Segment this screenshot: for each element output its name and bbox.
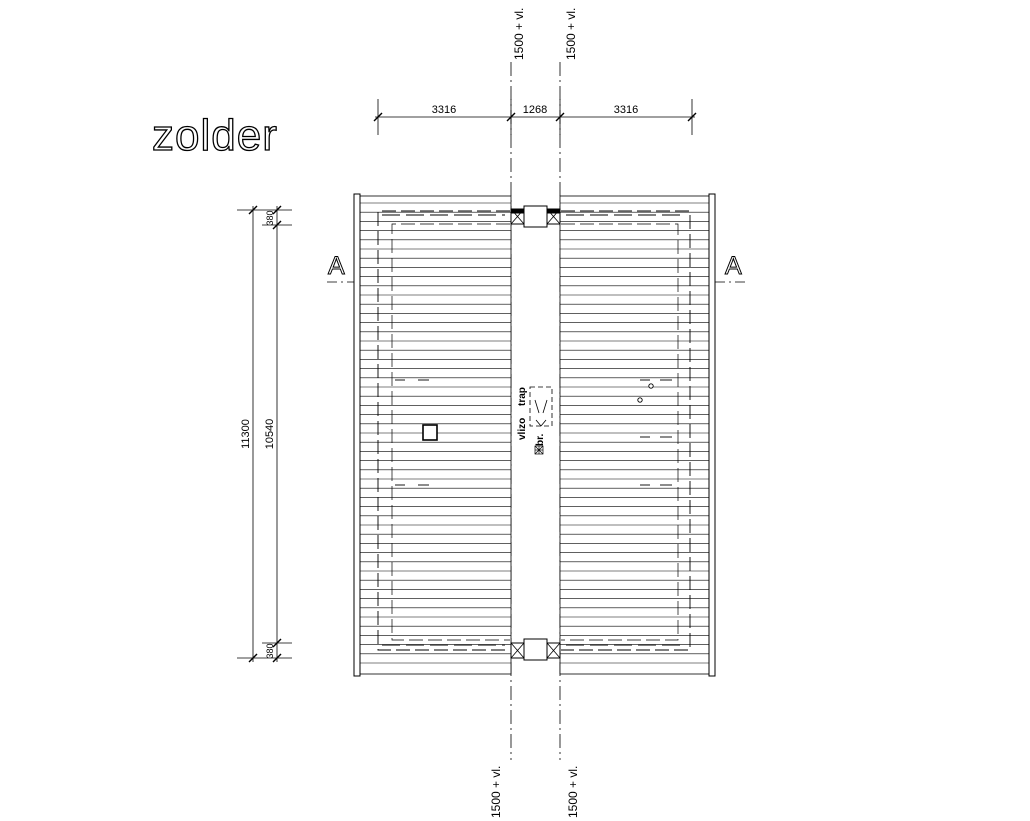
dim-inner-height: 10540 [264,418,276,450]
stair-label-vlizo: vlizo [517,417,528,440]
axis-label-bottom-right: 1500 + vl. [566,765,580,818]
axis-label-bottom-left: 1500 + vl. [489,765,503,818]
axis-label-top-left: 1500 + vl. [512,7,526,60]
dim-middle-width: 1268 [522,104,548,116]
dim-left-width: 3316 [431,104,457,116]
ridge-beam-top [524,206,547,227]
br-symbol [535,446,543,454]
gable-wall-right [709,194,715,676]
gable-wall-left [354,194,360,676]
axis-label-top-right: 1500 + vl. [564,7,578,60]
roof-hatch [423,425,437,440]
dim-top-overhang: 380 [265,210,275,226]
dim-right-width: 3316 [613,104,639,116]
dim-overall-height: 11300 [240,419,252,449]
br-label: br. [535,433,546,446]
section-marker-left: A [328,252,345,280]
loft-ladder [530,387,552,426]
dim-bottom-overhang: 380 [265,643,275,659]
plan-title: zolder [152,111,278,160]
ridge-beam-bottom [524,639,547,660]
section-marker-right: A [725,252,742,280]
roof-panel-right [560,196,709,674]
stair-label-trap: trap [517,387,528,406]
